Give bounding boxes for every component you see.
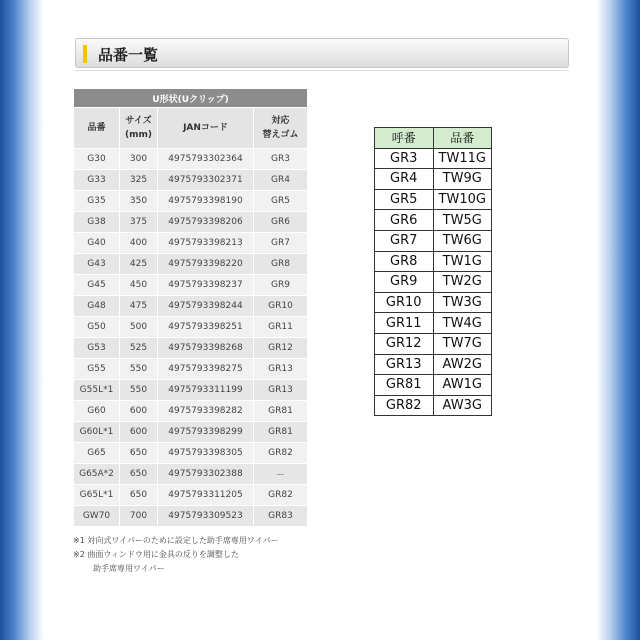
- table-row: [74, 443, 308, 464]
- table-row: [74, 464, 308, 485]
- table-row: [74, 380, 308, 401]
- table-row: [375, 210, 492, 231]
- table-cell: 4975793311205: [158, 485, 254, 506]
- table-row: [74, 170, 308, 191]
- table-cell: 300: [120, 149, 158, 170]
- table-cell: GR12: [254, 338, 308, 359]
- table-cell: 650: [120, 443, 158, 464]
- table-cell: 425: [120, 254, 158, 275]
- table-cell: 4975793309523: [158, 506, 254, 527]
- table-cell: GR5: [375, 189, 434, 210]
- table-cell: G65: [74, 443, 120, 464]
- table-cell: TW9G: [433, 169, 492, 190]
- table-row: [375, 148, 492, 169]
- table-row: [74, 506, 308, 527]
- table-cell: 4975793398206: [158, 212, 254, 233]
- table-cell: TW10G: [433, 189, 492, 210]
- table-cell: GR6: [254, 212, 308, 233]
- table-cell: GR83: [254, 506, 308, 527]
- column-header-3: 対応 替えゴム: [254, 108, 308, 149]
- table-cell: G60L*1: [74, 422, 120, 443]
- footnotes: [73, 534, 279, 576]
- table-cell: TW7G: [433, 333, 492, 354]
- table-row: [74, 296, 308, 317]
- table-cell: TW6G: [433, 230, 492, 251]
- table-cell: TW1G: [433, 251, 492, 272]
- table-cell: GR82: [254, 443, 308, 464]
- table-cell: G55L*1: [74, 380, 120, 401]
- table-cell: 325: [120, 170, 158, 191]
- table-row: [74, 191, 308, 212]
- table-cell: GR11: [375, 313, 434, 334]
- table-cell: GR82: [254, 485, 308, 506]
- table-row: [375, 189, 492, 210]
- table-cell: G45: [74, 275, 120, 296]
- table-row: [74, 149, 308, 170]
- table-cell: TW2G: [433, 272, 492, 293]
- table-cell: GR7: [254, 233, 308, 254]
- mapping-table: [374, 127, 492, 416]
- table-cell: 4975793398305: [158, 443, 254, 464]
- table-cell: 4975793398282: [158, 401, 254, 422]
- table-cell: 525: [120, 338, 158, 359]
- table-cell: TW5G: [433, 210, 492, 231]
- table-cell: 375: [120, 212, 158, 233]
- table-cell: 475: [120, 296, 158, 317]
- table-row: [74, 233, 308, 254]
- table-cell: G35: [74, 191, 120, 212]
- table-cell: GR10: [254, 296, 308, 317]
- table-row: [375, 292, 492, 313]
- table-row: [375, 313, 492, 334]
- table-cell: TW4G: [433, 313, 492, 334]
- table-cell: GR5: [254, 191, 308, 212]
- mapping-header-0: 呼番: [375, 128, 434, 149]
- table-cell: GR81: [375, 375, 434, 396]
- section-header: [75, 38, 569, 68]
- table-cell: GR6: [375, 210, 434, 231]
- table-row: [74, 422, 308, 443]
- table-cell: G33: [74, 170, 120, 191]
- table-row: [74, 317, 308, 338]
- table-cell: G50: [74, 317, 120, 338]
- page-title: 品番一覧: [98, 46, 159, 64]
- table-cell: GR9: [254, 275, 308, 296]
- table-cell: 550: [120, 359, 158, 380]
- table-row: [74, 401, 308, 422]
- column-header-1: サイズ (mm): [120, 108, 158, 149]
- table-cell: G30: [74, 149, 120, 170]
- footnote-1: ※1 対向式ワイパーのために設定した助手席専用ワイパー: [73, 536, 279, 545]
- table-cell: GR81: [254, 401, 308, 422]
- column-header-2: JANコード: [158, 108, 254, 149]
- table-cell: 4975793398237: [158, 275, 254, 296]
- table-cell: 650: [120, 464, 158, 485]
- table-cell: 600: [120, 422, 158, 443]
- table-cell: 4975793398220: [158, 254, 254, 275]
- table-row: [375, 272, 492, 293]
- table-caption: U形状(Uクリップ): [74, 89, 308, 108]
- table-row: [74, 485, 308, 506]
- table-cell: G48: [74, 296, 120, 317]
- table-cell: GR3: [254, 149, 308, 170]
- footnote-2-continued: 助手席専用ワイパー: [93, 564, 165, 573]
- table-cell: AW2G: [433, 354, 492, 375]
- table-row: [375, 333, 492, 354]
- table-cell: 350: [120, 191, 158, 212]
- table-cell: 550: [120, 380, 158, 401]
- table-cell: 4975793302371: [158, 170, 254, 191]
- table-cell: 400: [120, 233, 158, 254]
- table-cell: TW11G: [433, 148, 492, 169]
- table-cell: 650: [120, 485, 158, 506]
- table-cell: G40: [74, 233, 120, 254]
- table-cell: GR8: [375, 251, 434, 272]
- table-cell: 4975793398251: [158, 317, 254, 338]
- table-cell: G55: [74, 359, 120, 380]
- table-cell: GR11: [254, 317, 308, 338]
- column-header-0: 品番: [74, 108, 120, 149]
- table-row: [375, 375, 492, 396]
- table-row: [375, 169, 492, 190]
- table-cell: 4975793398299: [158, 422, 254, 443]
- table-cell: GR13: [254, 380, 308, 401]
- table-cell: 600: [120, 401, 158, 422]
- table-row: [375, 230, 492, 251]
- table-cell: 4975793398213: [158, 233, 254, 254]
- table-row: [375, 354, 492, 375]
- table-cell: 500: [120, 317, 158, 338]
- table-cell: GR3: [375, 148, 434, 169]
- table-cell: G43: [74, 254, 120, 275]
- table-cell: 700: [120, 506, 158, 527]
- table-cell: GR7: [375, 230, 434, 251]
- table-cell: GR10: [375, 292, 434, 313]
- table-cell: G38: [74, 212, 120, 233]
- table-cell: 4975793398275: [158, 359, 254, 380]
- table-row: [74, 338, 308, 359]
- table-row: [74, 254, 308, 275]
- table-cell: AW1G: [433, 375, 492, 396]
- table-row: [74, 212, 308, 233]
- table-cell: GR13: [375, 354, 434, 375]
- table-cell: 4975793398268: [158, 338, 254, 359]
- table-cell: GR82: [375, 395, 434, 416]
- table-cell: 4975793398244: [158, 296, 254, 317]
- table-cell: 4975793302388: [158, 464, 254, 485]
- table-cell: 4975793311199: [158, 380, 254, 401]
- table-cell: GR4: [254, 170, 308, 191]
- mapping-header-1: 品番: [433, 128, 492, 149]
- table-cell: G65A*2: [74, 464, 120, 485]
- header-accent-bar: [83, 45, 87, 63]
- table-cell: －: [254, 464, 308, 485]
- table-cell: 4975793398190: [158, 191, 254, 212]
- table-cell: 4975793302364: [158, 149, 254, 170]
- table-cell: 450: [120, 275, 158, 296]
- table-row: [74, 275, 308, 296]
- table-cell: AW3G: [433, 395, 492, 416]
- table-cell: G60: [74, 401, 120, 422]
- product-table: [73, 88, 308, 527]
- table-cell: G53: [74, 338, 120, 359]
- table-cell: GR81: [254, 422, 308, 443]
- table-cell: GR12: [375, 333, 434, 354]
- table-cell: TW3G: [433, 292, 492, 313]
- table-row: [74, 359, 308, 380]
- table-row: [375, 251, 492, 272]
- table-cell: GW70: [74, 506, 120, 527]
- table-cell: GR9: [375, 272, 434, 293]
- table-cell: GR13: [254, 359, 308, 380]
- footnote-2: ※2 曲面ウィンドウ用に金具の反りを調整した: [73, 550, 239, 559]
- table-row: [375, 395, 492, 416]
- table-cell: GR8: [254, 254, 308, 275]
- header-divider: [75, 70, 569, 71]
- table-cell: G65L*1: [74, 485, 120, 506]
- table-cell: GR4: [375, 169, 434, 190]
